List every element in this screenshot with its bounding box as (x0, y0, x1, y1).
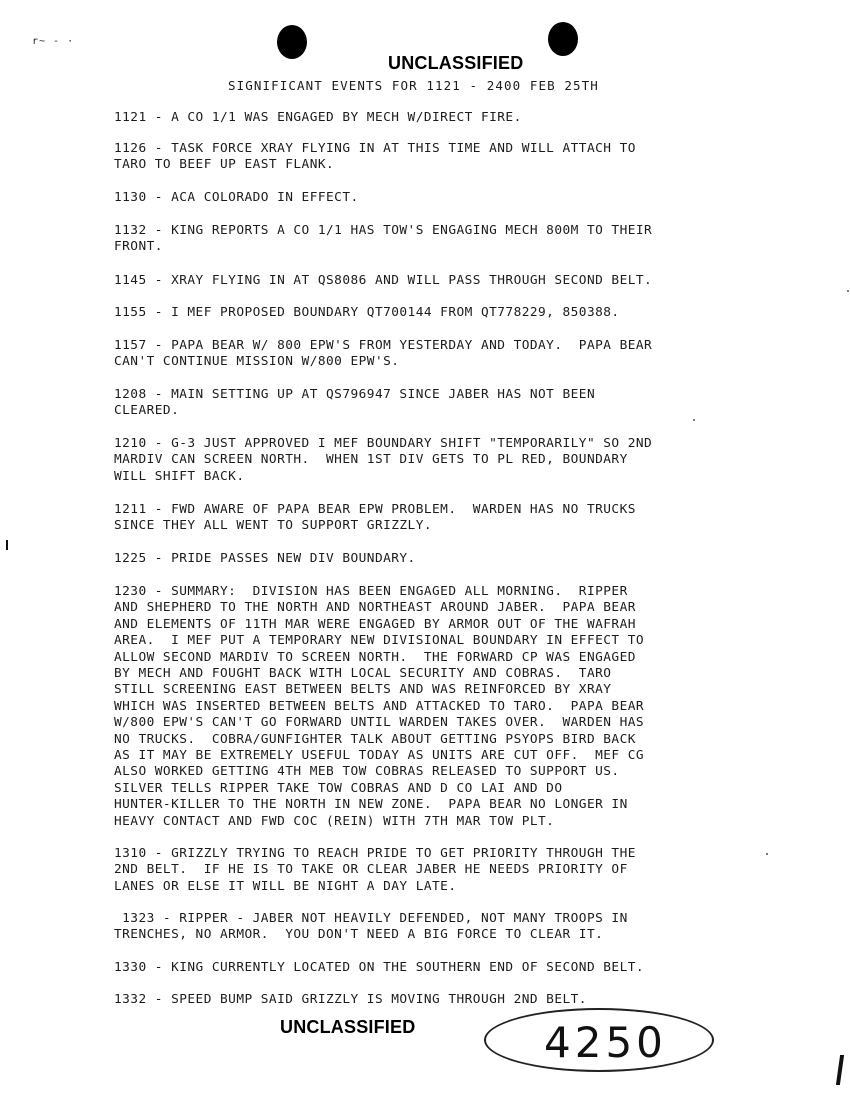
log-entry: 1330 - KING CURRENTLY LOCATED ON THE SOUTHERN END OF SECOND BELT. (114, 960, 645, 975)
punch-hole-icon (277, 25, 307, 59)
log-entry: 1208 - MAIN SETTING UP AT QS796947 SINCE JABER HAS NOT BEEN CLEARED. (114, 387, 596, 419)
log-entry: 1310 - GRIZZLY TRYING TO REACH PRIDE TO GET PRIORITY THROUGH THE 2ND BELT. IF HE IS TO TAKE OR CLEAR JABER HE NEEDS PRIORITY OF LANES OR ELSE IT WILL BE NIGHT A DAY LATE. (114, 846, 636, 894)
speck (693, 419, 695, 421)
log-entry: 1225 - PRIDE PASSES NEW DIV BOUNDARY. (114, 551, 416, 566)
log-entry: 1126 - TASK FORCE XRAY FLYING IN AT THIS TIME AND WILL ATTACH TO TARO TO BEEF UP EAST FLANK. (114, 141, 636, 173)
log-entry: 1132 - KING REPORTS A CO 1/1 HAS TOW'S ENGAGING MECH 800M TO THEIR FRONT. (114, 223, 653, 255)
speck (766, 853, 768, 855)
margin-mark (836, 1055, 844, 1085)
log-entry: 1145 - XRAY FLYING IN AT QS8086 AND WILL PASS THROUGH SECOND BELT. (114, 273, 653, 288)
page-number-stamp-text: 4250 (544, 1018, 667, 1067)
log-entry: 1210 - G-3 JUST APPROVED I MEF BOUNDARY SHIFT "TEMPORARILY" SO 2ND MARDIV CAN SCREEN NORTH. WHEN 1ST DIV GETS TO PL RED, BOUNDARY WILL SHIFT BACK. (114, 436, 653, 484)
log-entry: 1157 - PAPA BEAR W/ 800 EPW'S FROM YESTERDAY AND TODAY. PAPA BEAR CAN'T CONTINUE MISSION W/800 EPW'S. (114, 338, 653, 370)
margin-mark (6, 540, 8, 550)
classification-footer: UNCLASSIFIED (280, 1017, 416, 1037)
punch-hole-icon (548, 22, 578, 56)
log-entry: 1211 - FWD AWARE OF PAPA BEAR EPW PROBLEM. WARDEN HAS NO TRUCKS SINCE THEY ALL WENT TO SUPPORT GRIZZLY. (114, 502, 636, 534)
log-entry: 1332 - SPEED BUMP SAID GRIZZLY IS MOVING THROUGH 2ND BELT. (114, 992, 587, 1007)
log-entry: 1155 - I MEF PROPOSED BOUNDARY QT700144 FROM QT778229, 850388. (114, 305, 620, 320)
document-title: SIGNIFICANT EVENTS FOR 1121 - 2400 FEB 25TH (228, 78, 599, 93)
margin-scribble: r~ - · (32, 36, 75, 47)
classification-header: UNCLASSIFIED (388, 53, 524, 73)
log-entry: 1130 - ACA COLORADO IN EFFECT. (114, 190, 359, 205)
speck (847, 290, 849, 292)
log-entry: 1323 - RIPPER - JABER NOT HEAVILY DEFENDED, NOT MANY TROOPS IN TRENCHES, NO ARMOR. YOU DON'T NEED A BIG FORCE TO CLEAR IT. (114, 911, 628, 943)
log-entry: 1230 - SUMMARY: DIVISION HAS BEEN ENGAGED ALL MORNING. RIPPER AND SHEPHERD TO THE NORTH AND NORTHEAST AROUND JABER. PAPA BEAR AND ELEMENTS OF 11TH MAR WERE ENGAGED BY ARMOR OUT OF THE WAFRAH AREA. I MEF PUT A TEMPORARY NEW DIVISIONAL BOUNDARY IN EFFECT TO ALLOW SECOND MARDIV TO SCREEN NORTH. THE FORWARD CP WAS ENGAGED BY MECH AND FOUGHT BACK WITH LOCAL SECURITY AND COBRAS. TARO STILL SCREENING EAST BETWEEN BELTS AND WAS REINFORCED BY XRAY WHICH WAS INSERTED BETWEEN BELTS AND ATTACKED TO TARO. PAPA BEAR W/800 EPW'S CAN'T GO FORWARD UNTIL WARDEN TAKES OVER. WARDEN HAS NO TRUCKS. COBRA/GUNFIGHTER TALK ABOUT GETTING PSYOPS BIRD BACK AS IT MAY BE EXTREMELY USEFUL TODAY AS UNITS ARE CUT OFF. MEF CG ALSO WORKED GETTING 4TH MEB TOW COBRAS RELEASED TO SUPPORT US. SILVER TELLS RIPPER TAKE TOW COBRAS AND D CO LAI AND DO HUNTER-KILLER TO THE NORTH IN NEW ZONE. PAPA BEAR NO LONGER IN HEAVY CONTACT AND FWD COC (REIN) WITH 7TH MAR TOW PLT. (114, 584, 645, 829)
log-entry: 1121 - A CO 1/1 WAS ENGAGED BY MECH W/DIRECT FIRE. (114, 110, 522, 125)
